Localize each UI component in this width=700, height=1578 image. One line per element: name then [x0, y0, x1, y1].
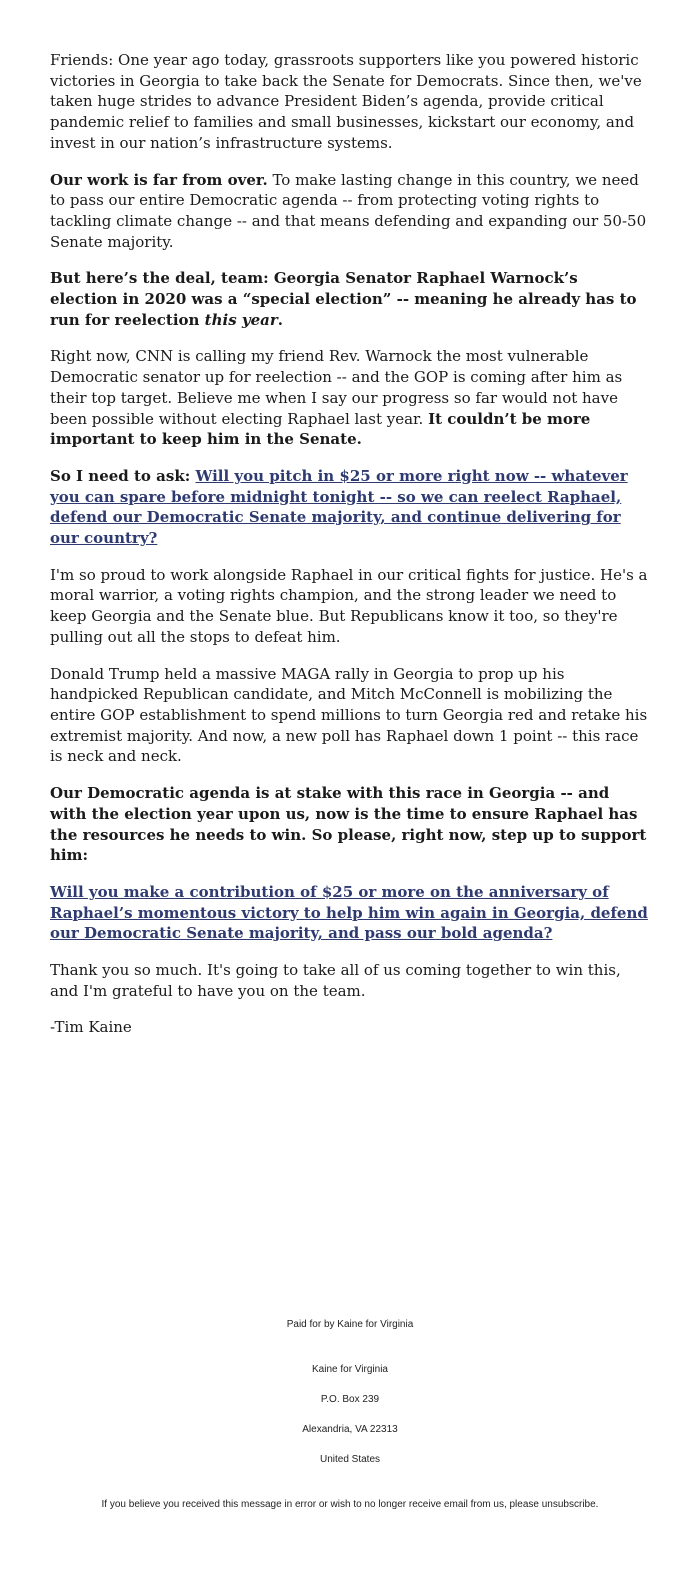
- vulnerable-emphasis: It couldn’t be more important to keep him in the Senate.: [50, 409, 591, 449]
- footer-country: United States: [319, 1454, 381, 1465]
- stakes-paragraph: Our Democratic agenda is at stake with this race in Georgia -- and with the election year upon us, now is the time to ensure Raphael has the resources he needs to win. So please, right now, step up to support him:: [50, 784, 647, 865]
- donate-link-secondary[interactable]: Will you make a contribution of $25 or more on the anniversary of Raphael’s momentous victory to help him win again in Georgia, defend our Democratic Senate majority, and pass our bold agenda?: [50, 882, 648, 943]
- vulnerable-paragraph: [50, 346, 650, 450]
- contribution-paragraph: [50, 882, 650, 944]
- agenda-paragraph: [50, 170, 650, 253]
- unsubscribe-notice[interactable]: If you believe you received this message in error or wish to no longer receive email from us, please unsubscribe.: [101, 1499, 599, 1510]
- footer-po-box: P.O. Box 239: [320, 1394, 380, 1405]
- special-election-end: .: [277, 310, 283, 329]
- footer-city: Alexandria, VA 22313: [302, 1424, 398, 1435]
- email-body: [50, 50, 650, 1038]
- proud-paragraph: I'm so proud to work alongside Raphael in our critical fights for justice. He's a moral warrior, a voting rights champion, and the strong leader we need to keep Georgia and the Senate blue. But Republicans know it too, so they're pulling out all the stops to defeat him.: [50, 565, 648, 646]
- vulnerable-text: Right now, CNN is calling my friend Rev. Warnock the most vulnerable Democratic senator up for reelection -- and the GOP is coming after him as their top target. Believe me when I say our progress so far would not have been possible without electing Raphael last year.: [50, 347, 623, 428]
- ask-paragraph: [50, 466, 650, 549]
- paid-for-disclaimer: Paid for by Kaine for Virginia: [286, 1319, 414, 1330]
- opposition-paragraph: Donald Trump held a massive MAGA rally in Georgia to prop up his handpicked Republican candidate, and Mitch McConnell is mobilizing the entire GOP establishment to spend millions to turn Georgia red and retake his extremist majority. And now, a new poll has Raphael down 1 point -- this race is neck and neck.: [50, 664, 648, 766]
- special-election-paragraph: [50, 268, 650, 330]
- special-election-text: But here’s the deal, team: Georgia Senator Raphael Warnock’s election in 2020 was a “special election” -- meaning he already has to run for reelection: [50, 269, 637, 329]
- agenda-lead: Our work is far from over.: [50, 170, 268, 189]
- intro-paragraph: Friends: One year ago today, grassroots supporters like you powered historic victories in Georgia to take back the Senate for Democrats. Since then, we've taken huge strides to advance President Biden’s agenda, provide critical pandemic relief to families and small businesses, kickstart our economy, and invest in our nation’s infrastructure systems.: [50, 51, 642, 152]
- ask-lead: So I need to ask:: [50, 466, 196, 485]
- donate-link-primary[interactable]: Will you pitch in $25 or more right now -- whatever you can spare before midnight tonight -- so we can reelect Raphael, defend our Democratic Senate majority, and continue delivering for our country?: [50, 466, 628, 548]
- this-year-emphasis: this year: [204, 310, 278, 329]
- thanks-paragraph: Thank you so much. It's going to take all of us coming together to win this, and I'm grateful to have you on the team.: [50, 961, 621, 1000]
- signature: -Tim Kaine: [50, 1018, 132, 1037]
- footer-org-name: Kaine for Virginia: [312, 1364, 388, 1375]
- agenda-text: To make lasting change in this country, we need to pass our entire Democratic agenda -- from protecting voting rights to tackling climate change -- and that means defending and expanding our 50-50 Senate majority.: [50, 170, 647, 251]
